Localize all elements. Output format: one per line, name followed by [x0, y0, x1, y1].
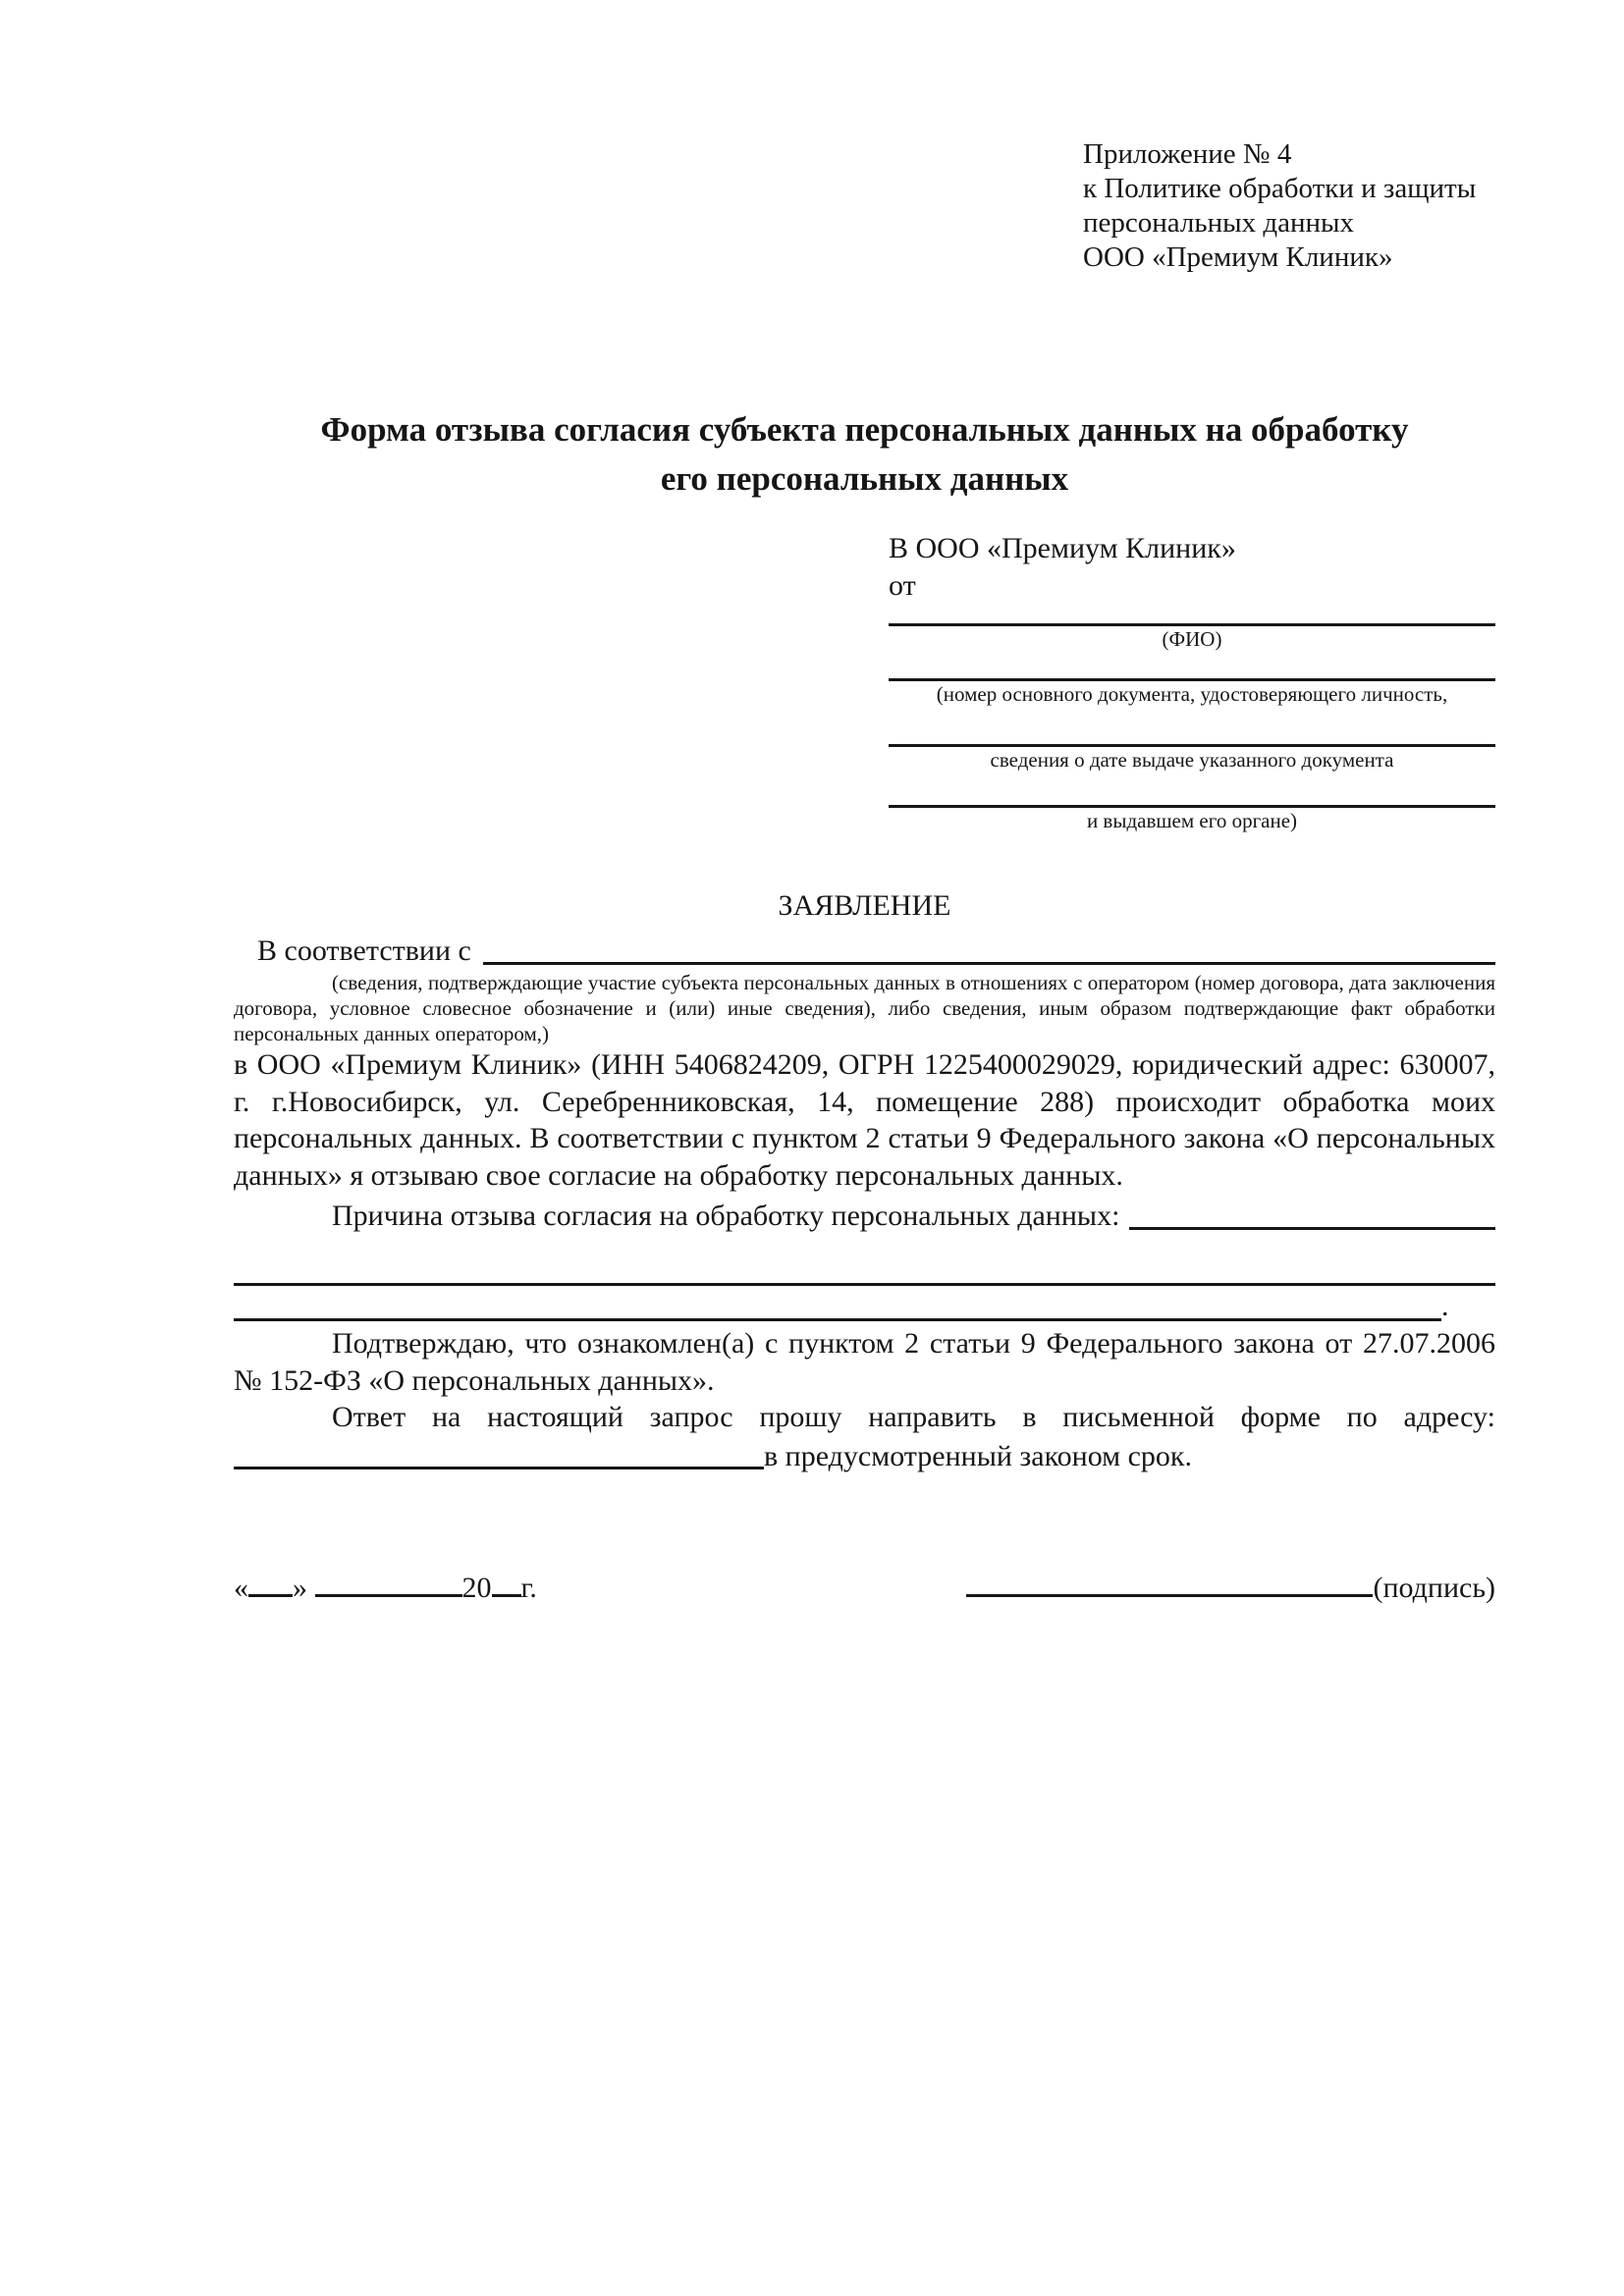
issue-date-field-line[interactable]: [889, 707, 1495, 747]
accordance-row: [234, 925, 1495, 970]
reason-label: Причина отзыва согласия на обработку персональных данных:: [332, 1200, 1120, 1232]
sentence-period: .: [1441, 1290, 1449, 1322]
date-year-suffix: г.: [520, 1571, 537, 1604]
date-year-prefix: 20: [461, 1571, 492, 1604]
reason-continuation-row: [234, 1286, 1495, 1321]
date-month-blank[interactable]: [315, 1564, 462, 1597]
issuer-caption: и выдавшем его органе): [1086, 809, 1298, 832]
appendix-line: к Политике обработки и защиты: [1083, 173, 1477, 204]
fio-caption: (ФИО): [1162, 627, 1222, 651]
date-signature-row: [234, 1564, 1495, 1608]
date-group: [234, 1564, 537, 1608]
small-print-note: (сведения, подтверждающие участие субъекта персональных данных в отношениях с оператором (номер договора, дата заключения договора, условное словесное обозначение и (или) иные сведения), либо сведения, иным образом подтверждающие факт обработки персональных данных оператором,): [234, 971, 1495, 1045]
body-paragraph: в ООО «Премиум Клиник» (ИНН 5406824209, ОГРН 1225400029029, юридический адрес: 630007, г. г.Новосибирск, ул. Серебренниковская, 14, помещение 288) происходит обработка моих персональных данных. В соответствии с пунктом 2 статьи 9 Федерального закона «О персональных данных» я отзываю свое согласие на обработку персональных данных.: [234, 1048, 1495, 1192]
addressee-block: [889, 530, 1495, 833]
reason-continuation-line-2[interactable]: [234, 1286, 1441, 1321]
reply-tail: в предусмотренный законом срок.: [764, 1439, 1192, 1472]
date-year-blank[interactable]: [492, 1564, 521, 1597]
signature-blank[interactable]: [966, 1564, 1373, 1597]
reply-request-line: Ответ на настоящий запрос прошу направить в письменной форме по адресу:: [332, 1401, 1495, 1433]
accordance-label: В соответствии с: [257, 934, 471, 967]
date-day-blank[interactable]: [248, 1564, 293, 1597]
signature-caption: (подпись): [1373, 1571, 1495, 1604]
signature-group: [966, 1564, 1495, 1608]
appendix-line: персональных данных: [1083, 207, 1355, 239]
issuer-field-line[interactable]: [889, 773, 1495, 808]
addressee-to: В ООО «Премиум Клиник»: [889, 532, 1236, 564]
reason-continuation-line[interactable]: [234, 1235, 1495, 1286]
appendix-line: Приложение № 4: [1083, 138, 1292, 170]
accordance-field-line[interactable]: [483, 962, 1495, 965]
appendix-note: [1083, 137, 1495, 275]
reason-field-line[interactable]: [1129, 1227, 1495, 1230]
date-quote-close: »: [293, 1571, 307, 1604]
title-line: его персональных данных: [660, 459, 1069, 498]
fio-field-line[interactable]: [889, 605, 1495, 626]
addressee-from: от: [889, 569, 916, 602]
document-title: [234, 405, 1495, 504]
id-document-field-line[interactable]: [889, 652, 1495, 681]
title-line: Форма отзыва согласия субъекта персональных данных на обработку: [320, 410, 1409, 449]
reason-row: [234, 1194, 1495, 1235]
reply-address-row: [234, 1436, 1495, 1475]
address-field-line[interactable]: [234, 1467, 764, 1469]
date-quote-open: «: [234, 1571, 248, 1604]
id-document-caption: (номер основного документа, удостоверяющего личность,: [936, 682, 1448, 706]
issue-date-caption: сведения о дате выдаче указанного документа: [990, 748, 1394, 772]
statement-heading: ЗАЯВЛЕНИЕ: [778, 889, 951, 922]
confirmation-paragraph: Подтверждаю, что ознакомлен(а) с пунктом 2 статьи 9 Федерального закона от 27.07.2006 № 152-ФЗ «О персональных данных».: [234, 1327, 1495, 1397]
appendix-line: ООО «Премиум Клиник»: [1083, 241, 1393, 273]
